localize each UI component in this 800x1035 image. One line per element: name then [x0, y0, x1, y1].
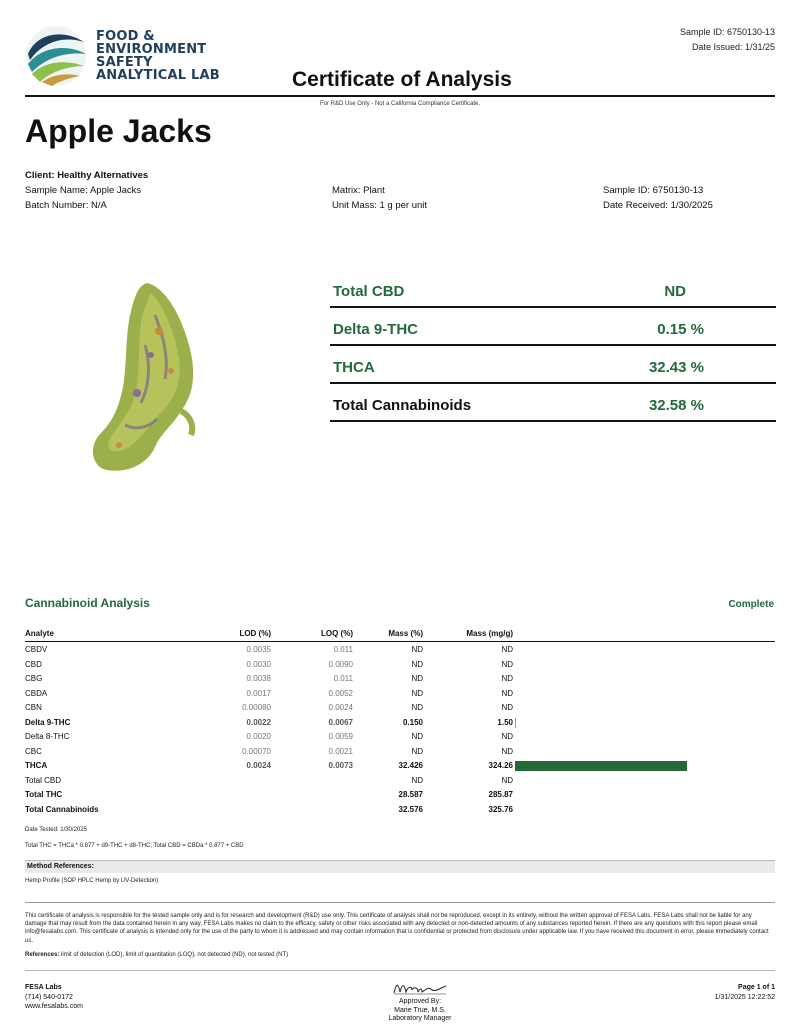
logo-line: FOOD &	[96, 29, 155, 44]
date-received: Date Received: 1/30/2025	[603, 200, 713, 211]
header-meta	[680, 25, 775, 55]
references	[25, 952, 288, 958]
header-sample-id: Sample ID: 6750130-13	[679, 27, 775, 37]
mass-bar	[515, 761, 687, 771]
cell-loq: 0.0090	[328, 659, 353, 669]
cell-lod: 0.0022	[246, 717, 271, 727]
cell-loq: 0.0021	[328, 746, 353, 756]
cell-mass-pct: ND	[411, 775, 423, 785]
cell-lod: 0.0038	[246, 674, 271, 683]
divider	[25, 902, 775, 903]
table-row	[25, 643, 775, 658]
formula-note: Total THC = THCa * 0.877 + d9-THC + d8-THC; Total CBD = CBDa * 0.877 + CBD	[25, 843, 244, 849]
header-analyte: Analyte	[25, 629, 54, 638]
cell-mass-mg: 324.26	[488, 761, 513, 770]
cell-loq: 0.0067	[328, 717, 353, 727]
footer-divider	[25, 970, 775, 971]
cell-mass-pct: 0.150	[402, 717, 423, 727]
header-lod: LOD (%)	[239, 629, 271, 638]
summary-value: 32.58 %	[648, 397, 704, 414]
summary-value: 0.15 %	[657, 321, 704, 338]
table-row	[25, 803, 775, 818]
table-row	[25, 788, 775, 803]
cell-mass-mg: ND	[501, 703, 513, 712]
header-mass-pct: Mass (%)	[388, 629, 423, 638]
cell-mass-pct: 32.576	[398, 804, 423, 814]
table-row	[25, 658, 775, 673]
cell-mass-pct: ND	[411, 732, 423, 741]
cell-lod: 0.0017	[246, 688, 271, 698]
analysis-title: Cannabinoid Analysis	[25, 596, 150, 610]
references-text: limit of detection (LOD), limit of quantitation (LOQ), not detected (ND), not tested (NT)	[59, 952, 289, 958]
sample-info-left	[25, 183, 141, 213]
table-row	[25, 759, 775, 774]
sample-info-right	[603, 183, 713, 213]
references-label: References:	[25, 952, 60, 958]
method-references-text: Hemp Profile (SOP HPLC Hemp by UV-Detection)	[25, 878, 159, 884]
cell-analyte: Delta 9-THC	[25, 717, 71, 727]
cell-loq: 0.0024	[328, 703, 353, 712]
cell-lod: 0.0035	[246, 645, 271, 654]
header-date-issued: Date Issued: 1/31/25	[691, 42, 775, 52]
cell-mass-mg: ND	[501, 688, 513, 698]
cell-lod: 0.0024	[246, 761, 271, 770]
logo-line: ANALYTICAL LAB	[96, 68, 220, 83]
product-photo	[85, 275, 225, 485]
matrix: Matrix: Plant	[332, 185, 385, 196]
header-divider	[25, 95, 775, 97]
cell-loq: 0.011	[333, 674, 353, 683]
cell-lod: 0.00080	[242, 703, 271, 712]
unit-mass: Unit Mass: 1 g per unit	[332, 200, 428, 211]
date-tested: Date Tested: 1/30/2025	[25, 827, 87, 833]
mass-bar	[515, 718, 516, 728]
cell-analyte: CBD	[25, 659, 42, 669]
approved-by-label: Approved By:	[398, 998, 442, 1005]
cell-mass-mg: ND	[501, 775, 513, 785]
compliance-note: For R&D Use Only - Not a California Compliance Certificate.	[319, 101, 481, 107]
cell-mass-pct: ND	[411, 746, 423, 756]
approver-name: Marie True, M.S.	[394, 1006, 446, 1014]
cell-mass-mg: ND	[501, 659, 513, 669]
batch-number: Batch Number: N/A	[25, 200, 107, 211]
cell-lod: 0.00070	[242, 746, 271, 756]
cell-analyte: CBG	[25, 674, 43, 683]
sample-info-middle	[332, 183, 427, 213]
header-loq: LOQ (%)	[321, 629, 353, 638]
cell-analyte: Total CBD	[25, 775, 62, 785]
page-title: Certificate of Analysis	[292, 68, 512, 91]
method-references-title: Method References:	[25, 860, 775, 873]
cell-mass-pct: ND	[411, 674, 423, 683]
summary-label: THCA	[333, 359, 375, 376]
cell-analyte: CBDV	[25, 645, 48, 654]
footer-website[interactable]: www.fesalabs.com	[25, 1003, 83, 1010]
summary-label: Total CBD	[333, 283, 405, 300]
cell-analyte: THCA	[25, 761, 48, 770]
cell-mass-mg: ND	[501, 674, 513, 683]
summary-row-delta9	[330, 310, 776, 346]
summary-value: 32.43 %	[648, 359, 704, 376]
cell-loq: 0.011	[333, 645, 353, 654]
cell-mass-mg: ND	[501, 746, 513, 756]
cell-loq: 0.0052	[328, 688, 353, 698]
table-row	[25, 730, 775, 745]
cell-mass-mg: ND	[501, 645, 513, 654]
summary-row-total-cannabinoids	[330, 386, 776, 422]
lab-logo-text	[96, 30, 220, 82]
cell-analyte: CBC	[25, 746, 42, 756]
approver-title: Laboratory Manager	[388, 1015, 452, 1022]
cell-loq: 0.0073	[328, 761, 353, 770]
cell-analyte: Total Cannabinoids	[25, 804, 99, 814]
summary-value: ND	[664, 283, 686, 300]
cell-mass-pct: ND	[411, 703, 423, 712]
cell-mass-mg: 285.87	[488, 790, 513, 799]
footer-lab-info	[25, 983, 83, 1012]
table-row	[25, 687, 775, 702]
header-mass-mg: Mass (mg/g)	[466, 629, 513, 638]
summary-row-thca	[330, 348, 776, 384]
cell-lod: 0.0020	[246, 732, 271, 741]
logo-line: SAFETY	[96, 55, 153, 70]
cell-analyte: Delta 8-THC	[25, 732, 70, 741]
cell-mass-mg: 1.50	[497, 717, 513, 727]
page-number: Page 1 of 1	[738, 984, 775, 991]
cell-mass-pct: ND	[411, 659, 423, 669]
signature	[392, 980, 448, 996]
table-row	[25, 716, 775, 731]
cell-analyte: CBDA	[25, 688, 48, 698]
footer-phone: (714) 540-0172	[25, 993, 73, 1001]
cell-mass-pct: ND	[411, 688, 423, 698]
footer-lab-name: FESA Labs	[25, 984, 62, 991]
footer-page-info	[715, 983, 775, 1002]
product-name: Apple Jacks	[25, 113, 212, 149]
cell-mass-pct: 32.426	[398, 761, 423, 770]
table-row	[25, 672, 775, 687]
cell-mass-mg: 325.76	[488, 804, 513, 814]
summary-row-total-cbd	[330, 272, 776, 308]
sample-id: Sample ID: 6750130-13	[603, 185, 704, 196]
analysis-status: Complete	[728, 599, 774, 610]
summary-label: Total Cannabinoids	[333, 397, 472, 414]
sample-name: Sample Name: Apple Jacks	[25, 185, 142, 196]
cell-analyte: Total THC	[25, 790, 63, 799]
summary-label: Delta 9-THC	[333, 321, 419, 338]
table-row	[25, 745, 775, 760]
table-header	[25, 629, 775, 642]
client-name: Client: Healthy Alternatives	[25, 170, 149, 181]
cell-mass-pct: 28.587	[398, 790, 423, 799]
footer-timestamp: 1/31/2025 12:22:52	[714, 993, 775, 1001]
logo-line: ENVIRONMENT	[96, 42, 207, 57]
cell-loq: 0.0059	[328, 732, 353, 741]
cell-lod: 0.0030	[246, 659, 271, 669]
disclaimer: This certificate of analysis is responsible for the tested sample only and is for research and development (R&D) use only. This certificate of analysis shall not be reproduced, except in its entirety, without the written approval of FESA Labs. FESA Labs shall not be liable for any damage that may result from the data contained herein in any way. FESA Labs makes no claim to the efficacy, safety or other risks associated with any detected or non-detected amounts of any substances reported herein. If there are any questions with this report please email info@fesalabs.com. This certificate of analysis is intended only for the use of the party to whom it is addressed and may contain information that is confidential or protected from disclosure under applicable law. If you have received this document in error, please immediately contact us.	[25, 913, 769, 944]
table-row	[25, 701, 775, 716]
cell-mass-pct: ND	[411, 645, 423, 654]
table-row	[25, 774, 775, 789]
cell-mass-mg: ND	[501, 732, 513, 741]
footer-approval	[350, 980, 490, 1024]
potency-summary	[330, 272, 776, 424]
cell-analyte: CBN	[25, 703, 42, 712]
